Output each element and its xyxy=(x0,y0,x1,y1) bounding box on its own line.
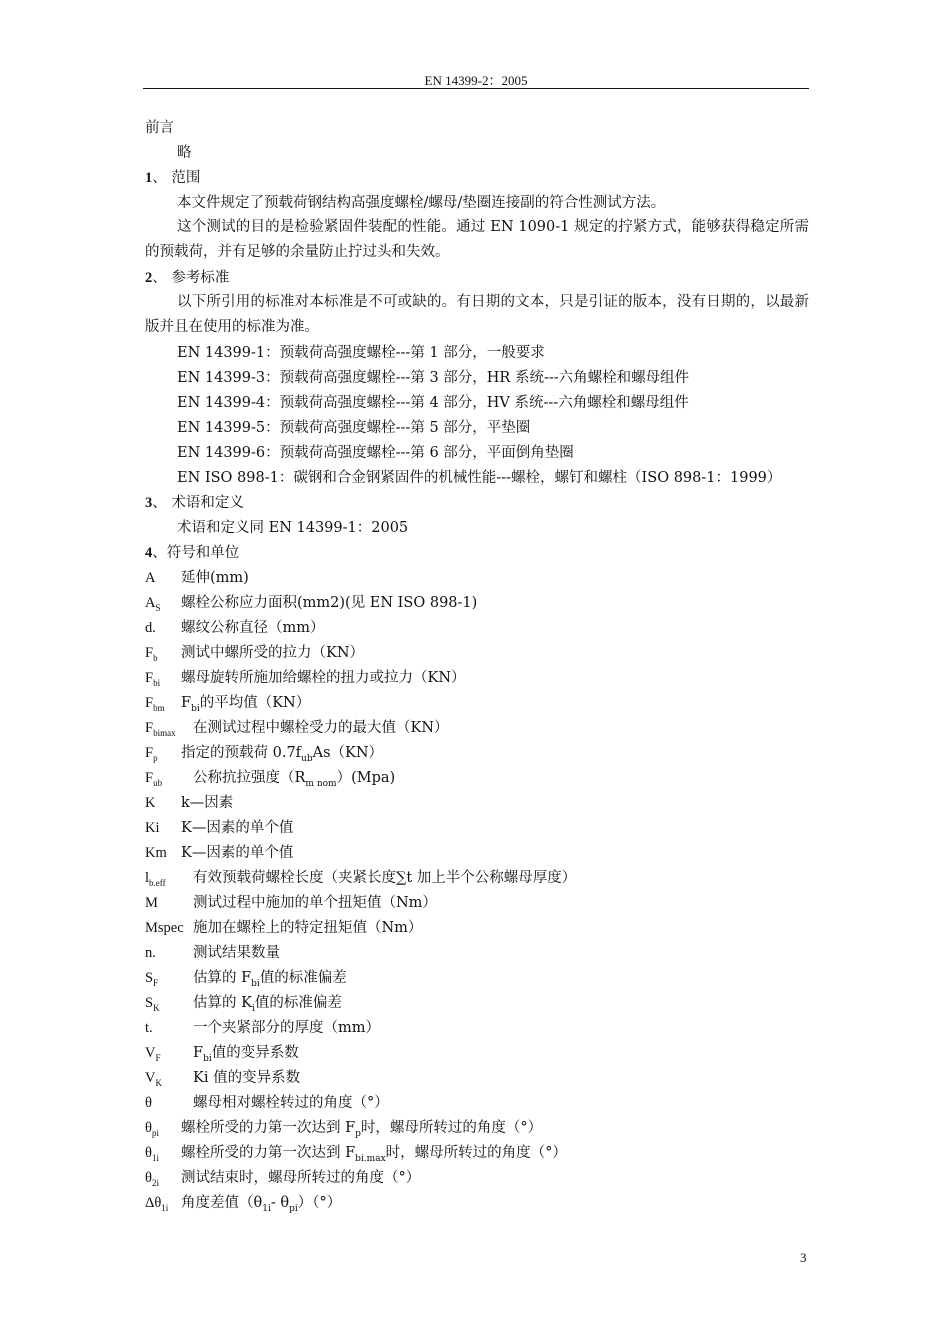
section-title: 、 术语和定义 xyxy=(152,495,244,511)
symbol-row xyxy=(145,968,347,994)
symbol-subscript: K xyxy=(155,1078,162,1088)
symbol-description: 估算的 F xyxy=(193,970,252,986)
symbol-subscript: 1i xyxy=(161,1203,169,1213)
symbol-letter: t. xyxy=(145,1020,153,1036)
symbol-description: 测试中螺所受的拉力（KN） xyxy=(181,645,365,661)
symbol xyxy=(145,1143,181,1168)
description-tail: - θ xyxy=(270,1195,290,1211)
reference-item: EN 14399-1：预载荷高强度螺栓---第 1 部分，一般要求 xyxy=(177,345,545,361)
symbol-row xyxy=(145,993,342,1019)
page-number: 3 xyxy=(800,1250,807,1265)
description-tail: As（KN） xyxy=(312,745,384,761)
symbol-description: F xyxy=(193,1045,204,1061)
symbol xyxy=(145,918,193,938)
header-rule xyxy=(143,88,809,89)
description-subscript: bi xyxy=(203,1054,212,1064)
symbol-description: 测试结束时，螺母所转过的角度（°） xyxy=(181,1170,421,1186)
symbol-description: Ki 值的变异系数 xyxy=(193,1070,301,1086)
symbol-row xyxy=(145,668,466,693)
symbol-description: 测试过程中施加的单个扭矩值（Nm） xyxy=(193,895,437,911)
symbol-description: 延伸(mm) xyxy=(181,570,249,586)
symbol-letter: F xyxy=(145,745,154,761)
symbol-description: 角度差值（θ xyxy=(181,1195,263,1211)
symbol xyxy=(145,893,193,913)
section-1-heading xyxy=(145,168,200,188)
section-title: 、符号和单位 xyxy=(152,545,240,561)
symbol-description: k—因素 xyxy=(181,795,234,811)
symbol-row xyxy=(145,918,422,938)
description-subscript: 1i xyxy=(262,1204,271,1214)
section-title: 、 参考标准 xyxy=(152,270,230,286)
symbol-row xyxy=(145,618,325,638)
symbol-row xyxy=(145,1093,389,1113)
section-title: 、 范围 xyxy=(152,170,201,186)
symbol-letter: A xyxy=(145,570,156,586)
symbol-letter: S xyxy=(145,970,154,986)
description-tail: 时，螺母所转过的角度（°） xyxy=(360,1120,543,1136)
symbol-description: 测试结果数量 xyxy=(193,945,280,961)
symbol-description: 估算的 K xyxy=(193,995,252,1011)
symbol xyxy=(145,668,181,693)
symbol-description: 螺栓所受的力第一次达到 F xyxy=(181,1120,356,1136)
symbol-letter: Mspec xyxy=(145,920,184,936)
symbol xyxy=(145,1018,193,1038)
symbol-row xyxy=(145,1018,380,1038)
symbol-description: 施加在螺栓上的特定扭矩值（Nm） xyxy=(193,920,423,936)
symbol-row xyxy=(145,568,249,588)
symbol xyxy=(145,993,193,1018)
symbol xyxy=(145,968,193,993)
symbol-letter: Km xyxy=(145,845,167,861)
symbol xyxy=(145,643,181,668)
section-number: 4 xyxy=(145,545,153,561)
description-tail: 的平均值（KN） xyxy=(199,695,311,711)
description-subscript: i xyxy=(251,1004,255,1014)
description-subscript: bi.max xyxy=(355,1154,386,1164)
reference-item: EN ISO 898-1：碳钢和合金钢紧固件的机械性能---螺栓，螺钉和螺柱（ISO 898-1：1999） xyxy=(177,470,782,486)
symbol-subscript: bm xyxy=(153,703,165,713)
symbol-subscript: ub xyxy=(153,778,163,788)
section-3-heading xyxy=(145,493,244,513)
symbol-row xyxy=(145,1193,341,1219)
symbol xyxy=(145,793,181,813)
description-tail: 值的变异系数 xyxy=(211,1045,299,1061)
description-tail: ）(Mpa) xyxy=(336,770,396,786)
section-4-heading xyxy=(145,543,239,563)
symbol xyxy=(145,1118,181,1143)
symbol-description: 螺母相对螺栓转过的角度（°） xyxy=(193,1095,389,1111)
symbol-letter: Ki xyxy=(145,820,160,836)
symbol-description: 螺栓所受的力第一次达到 F xyxy=(181,1145,356,1161)
symbol xyxy=(145,843,181,863)
symbol-letter: V xyxy=(145,1070,156,1086)
symbol-letter: n. xyxy=(145,945,156,961)
symbol-row xyxy=(145,1068,300,1093)
symbol-letter: F xyxy=(145,770,154,786)
symbol-subscript: 1i xyxy=(151,1153,159,1163)
section-3-paragraph-1: 术语和定义同 EN 14399-1：2005 xyxy=(177,520,409,536)
symbol-description: 公称抗拉强度（R xyxy=(193,770,306,786)
reference-item: EN 14399-4：预载荷高强度螺栓---第 4 部分，HV 系统---六角螺栓和螺母组件 xyxy=(177,395,689,411)
symbol-letter: F xyxy=(145,695,154,711)
symbol-letter: S xyxy=(145,995,154,1011)
symbol-row xyxy=(145,768,395,794)
symbol-row xyxy=(145,1118,542,1144)
symbol-letter: A xyxy=(145,595,156,611)
symbol xyxy=(145,1043,193,1068)
description-subscript: bi xyxy=(251,979,260,989)
symbol-letter: θ xyxy=(145,1120,152,1136)
symbol-letter: M xyxy=(145,895,158,911)
symbol-row xyxy=(145,643,364,668)
symbol-description: 螺栓公称应力面积(mm2)(见 EN ISO 898-1) xyxy=(181,595,478,611)
section-2-paragraph-1: 以下所引用的标准对本标准是不可或缺的。有日期的文本，只是引证的版本，没有日期的，以最新版并且在使用的标准为准。 xyxy=(145,294,809,335)
symbol xyxy=(145,618,181,638)
description-tail: 值的标准偏差 xyxy=(259,970,347,986)
reference-item: EN 14399-6：预载荷高强度螺栓---第 6 部分，平面倒角垫圈 xyxy=(177,445,574,461)
symbol-description: 指定的预载荷 0.7f xyxy=(181,745,302,761)
description-tail: 值的标准偏差 xyxy=(254,995,342,1011)
symbol-description: K—因素的单个值 xyxy=(181,845,294,861)
symbol-row xyxy=(145,868,576,893)
section-number: 1 xyxy=(145,170,153,186)
symbol-row xyxy=(145,1168,420,1193)
symbol xyxy=(145,593,181,618)
symbol-row xyxy=(145,1143,567,1169)
symbol xyxy=(145,1168,181,1193)
symbol-description: 有效预载荷螺栓长度（夹紧长度∑t 加上半个公称螺母厚度） xyxy=(193,870,577,886)
symbol xyxy=(145,1093,193,1113)
symbol-row xyxy=(145,818,293,838)
symbol-subscript: bimax xyxy=(153,728,176,738)
symbol xyxy=(145,743,181,768)
reference-item: EN 14399-5：预载荷高强度螺栓---第 5 部分，平垫圈 xyxy=(177,420,531,436)
symbol-subscript: b.eff xyxy=(149,878,166,888)
symbol-description: 螺母旋转所施加给螺栓的扭力或拉力（KN） xyxy=(181,670,466,686)
symbol-row xyxy=(145,943,280,963)
symbol-letter: V xyxy=(145,1045,156,1061)
reference-item: EN 14399-3：预载荷高强度螺栓---第 3 部分，HR 系统---六角螺栓和螺母组件 xyxy=(177,370,690,386)
symbol-row xyxy=(145,743,383,769)
symbol-row xyxy=(145,693,310,719)
page-header: EN 14399-2：2005 xyxy=(424,73,528,88)
section-number: 2 xyxy=(145,270,153,286)
symbol-subscript: p xyxy=(153,753,158,763)
symbol-letter: F xyxy=(145,645,154,661)
symbol-letter: θ xyxy=(145,1145,152,1161)
symbol-subscript: pi xyxy=(151,1128,159,1138)
symbol xyxy=(145,718,193,743)
symbol-description: F xyxy=(181,695,192,711)
symbol xyxy=(145,1193,181,1218)
symbol-description: 一个夹紧部分的厚度（mm） xyxy=(193,1020,380,1036)
symbol-row xyxy=(145,893,437,913)
symbol-row xyxy=(145,1043,299,1069)
symbol xyxy=(145,693,181,718)
symbol-description: 螺纹公称直径（mm） xyxy=(181,620,325,636)
description-tail: 时，螺母所转过的角度（°） xyxy=(385,1145,567,1161)
symbol xyxy=(145,868,193,893)
symbol-subscript: bi xyxy=(153,678,161,688)
section-number: 3 xyxy=(145,495,153,511)
symbol-letter: F xyxy=(145,720,154,736)
symbol-row xyxy=(145,718,449,743)
symbol-description: K—因素的单个值 xyxy=(181,820,294,836)
symbol-subscript: F xyxy=(155,1053,161,1063)
foreword-title: 前言 xyxy=(145,120,174,136)
symbol-subscript: S xyxy=(155,603,161,613)
symbol-row xyxy=(145,593,477,618)
symbol-letter: l xyxy=(145,870,150,886)
symbol-letter: d. xyxy=(145,620,156,636)
section-1-paragraph-1: 本文件规定了预载荷钢结构高强度螺栓/螺母/垫圈连接副的符合性测试方法。 xyxy=(177,195,666,211)
description-subscript: pi xyxy=(289,1204,298,1214)
symbol xyxy=(145,768,193,793)
symbol-subscript: 2i xyxy=(151,1178,159,1188)
description-subscript: ub xyxy=(301,754,313,764)
symbol-subscript: K xyxy=(153,1003,160,1013)
symbol xyxy=(145,943,193,963)
symbol-letter: F xyxy=(145,670,154,686)
description-subscript: m nom xyxy=(305,779,337,789)
foreword-body: 略 xyxy=(177,145,192,161)
symbol-row xyxy=(145,843,293,863)
symbol xyxy=(145,568,181,588)
section-2-heading xyxy=(145,268,229,288)
section-1-paragraph-2: 这个测试的目的是检验紧固件装配的性能。通过 EN 1090-1 规定的拧紧方式，能够获得稳定所需的预载荷，并有足够的余量防止拧过头和失效。 xyxy=(145,219,809,260)
symbol-letter: θ xyxy=(145,1095,152,1111)
description-subscript: bi xyxy=(191,704,200,714)
symbol xyxy=(145,1068,193,1093)
symbol-letter: θ xyxy=(145,1170,152,1186)
symbol-row xyxy=(145,793,233,813)
description-tail: ）（°） xyxy=(297,1195,342,1211)
symbol-letter: K xyxy=(145,795,156,811)
description-subscript: p xyxy=(355,1129,361,1139)
symbol-subscript: F xyxy=(153,978,159,988)
symbol xyxy=(145,818,181,838)
symbol-subscript: b xyxy=(153,653,158,663)
symbol-description: 在测试过程中螺栓受力的最大值（KN） xyxy=(193,720,449,736)
symbol-letter: Δθ xyxy=(145,1195,162,1211)
